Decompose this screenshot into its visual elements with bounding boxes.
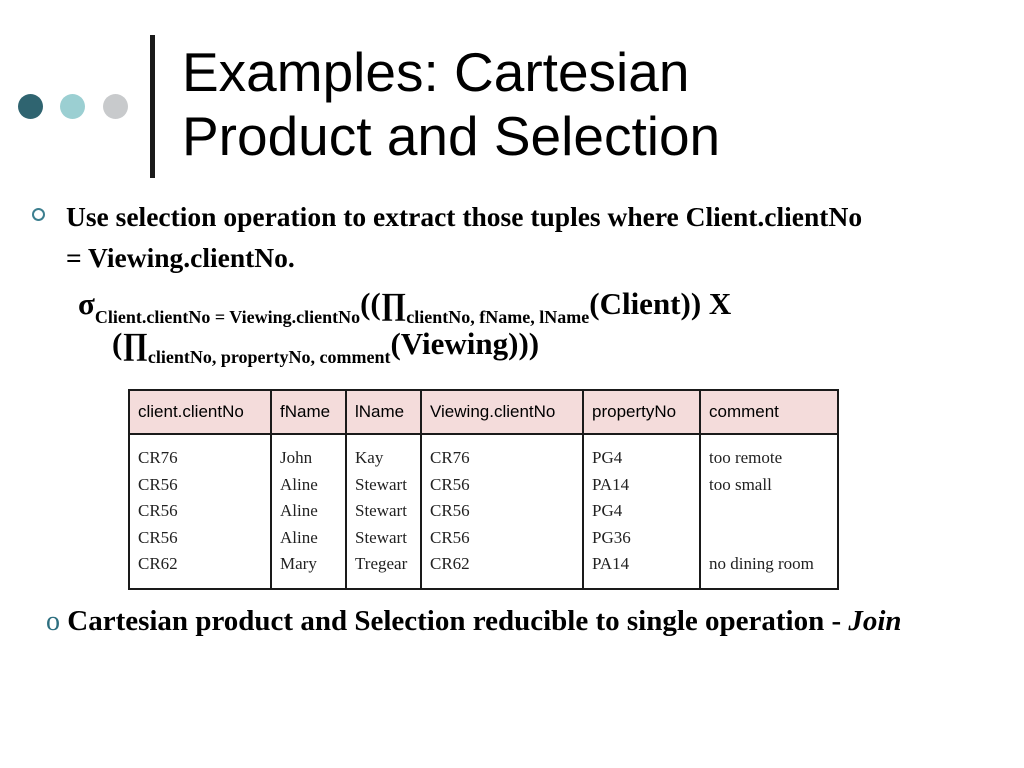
expr-viewing-arg: (Viewing))) [390, 326, 540, 361]
slide-title [182, 40, 720, 168]
table-cell: too small [709, 474, 772, 494]
table-cell: PG36 [592, 527, 631, 547]
col-header: Viewing.clientNo [421, 390, 583, 434]
table-cell: CR56 [138, 501, 178, 520]
table-cell: no dining room [709, 554, 814, 573]
table-cell: PG4 [592, 448, 623, 467]
table-cell: PG4 [592, 501, 623, 520]
col-header: comment [700, 390, 838, 434]
result-table [128, 389, 839, 590]
table-body-row [129, 434, 838, 589]
col-header: client.clientNo [129, 390, 271, 434]
table-cell: Stewart [355, 501, 407, 520]
pi-subscript-1: clientNo, fName, lName [406, 307, 590, 327]
sigma-symbol: σ [78, 286, 95, 321]
table-cell: PA14 [592, 474, 630, 494]
table-cell: CR56 [138, 474, 178, 494]
expr-open-paren-2: ( [112, 326, 123, 361]
bullet-2-join: Join [848, 605, 902, 637]
bullet-marker: o [46, 606, 60, 637]
table-cell [709, 525, 829, 552]
sigma-subscript: Client.clientNo = Viewing.clientNo [94, 307, 361, 327]
table-cell: CR76 [138, 448, 178, 467]
decor-dot-dark [18, 94, 43, 119]
table-cell: PA14 [592, 554, 630, 573]
decor-dot-gray [103, 94, 128, 119]
table-cell: John [280, 448, 313, 467]
bullet-2-main: Cartesian product and Selection reducible to single operation - [67, 605, 842, 637]
pi-symbol-2: ∏ [122, 326, 148, 361]
table-cell: too remote [709, 448, 783, 467]
table-cell: CR56 [430, 474, 470, 494]
pi-subscript-2: clientNo, propertyNo, comment [147, 347, 391, 367]
expr-open-paren: (( [360, 286, 381, 321]
table-cell: Aline [280, 527, 318, 547]
col-header: lName [346, 390, 421, 434]
col-propertyno [583, 434, 700, 589]
table-cell: Stewart [355, 474, 407, 494]
table-cell [709, 498, 829, 525]
table-cell: Aline [280, 474, 318, 494]
relational-expression-line2 [112, 326, 540, 367]
slide-title-line1: Examples: Cartesian [182, 41, 690, 103]
bullet-text-1: Use selection operation to extract those tuples where Client.clientNo = Viewing.clientNo. [66, 201, 863, 273]
table-header-row [129, 390, 838, 434]
table-cell: CR56 [138, 527, 178, 547]
bullet-ring-icon [32, 208, 45, 221]
relational-expression-line1 [78, 286, 732, 327]
table-cell: Aline [280, 501, 318, 520]
title-divider [150, 35, 155, 178]
pi-symbol-1: ∏ [380, 286, 407, 321]
col-fname [271, 434, 346, 589]
table-cell: Kay [355, 448, 384, 467]
table-cell: Mary [280, 554, 317, 573]
bullet-text-2 [46, 602, 996, 641]
col-comment [700, 434, 838, 589]
col-client-clientno [129, 434, 271, 589]
table-cell: CR62 [138, 554, 178, 573]
decor-dot-teal [60, 94, 85, 119]
col-header: propertyNo [583, 390, 700, 434]
col-header: fName [271, 390, 346, 434]
table-cell: Tregear [355, 554, 408, 573]
table-cell: CR62 [430, 554, 470, 573]
col-lname [346, 434, 421, 589]
table-cell: CR76 [430, 448, 470, 467]
col-viewing-clientno [421, 434, 583, 589]
table-cell: CR56 [430, 527, 470, 547]
slide-title-line2: Product and Selection [182, 105, 721, 167]
expr-client-arg: (Client)) X [589, 286, 732, 321]
table-cell: Stewart [355, 527, 407, 547]
table-cell: CR56 [430, 501, 470, 520]
